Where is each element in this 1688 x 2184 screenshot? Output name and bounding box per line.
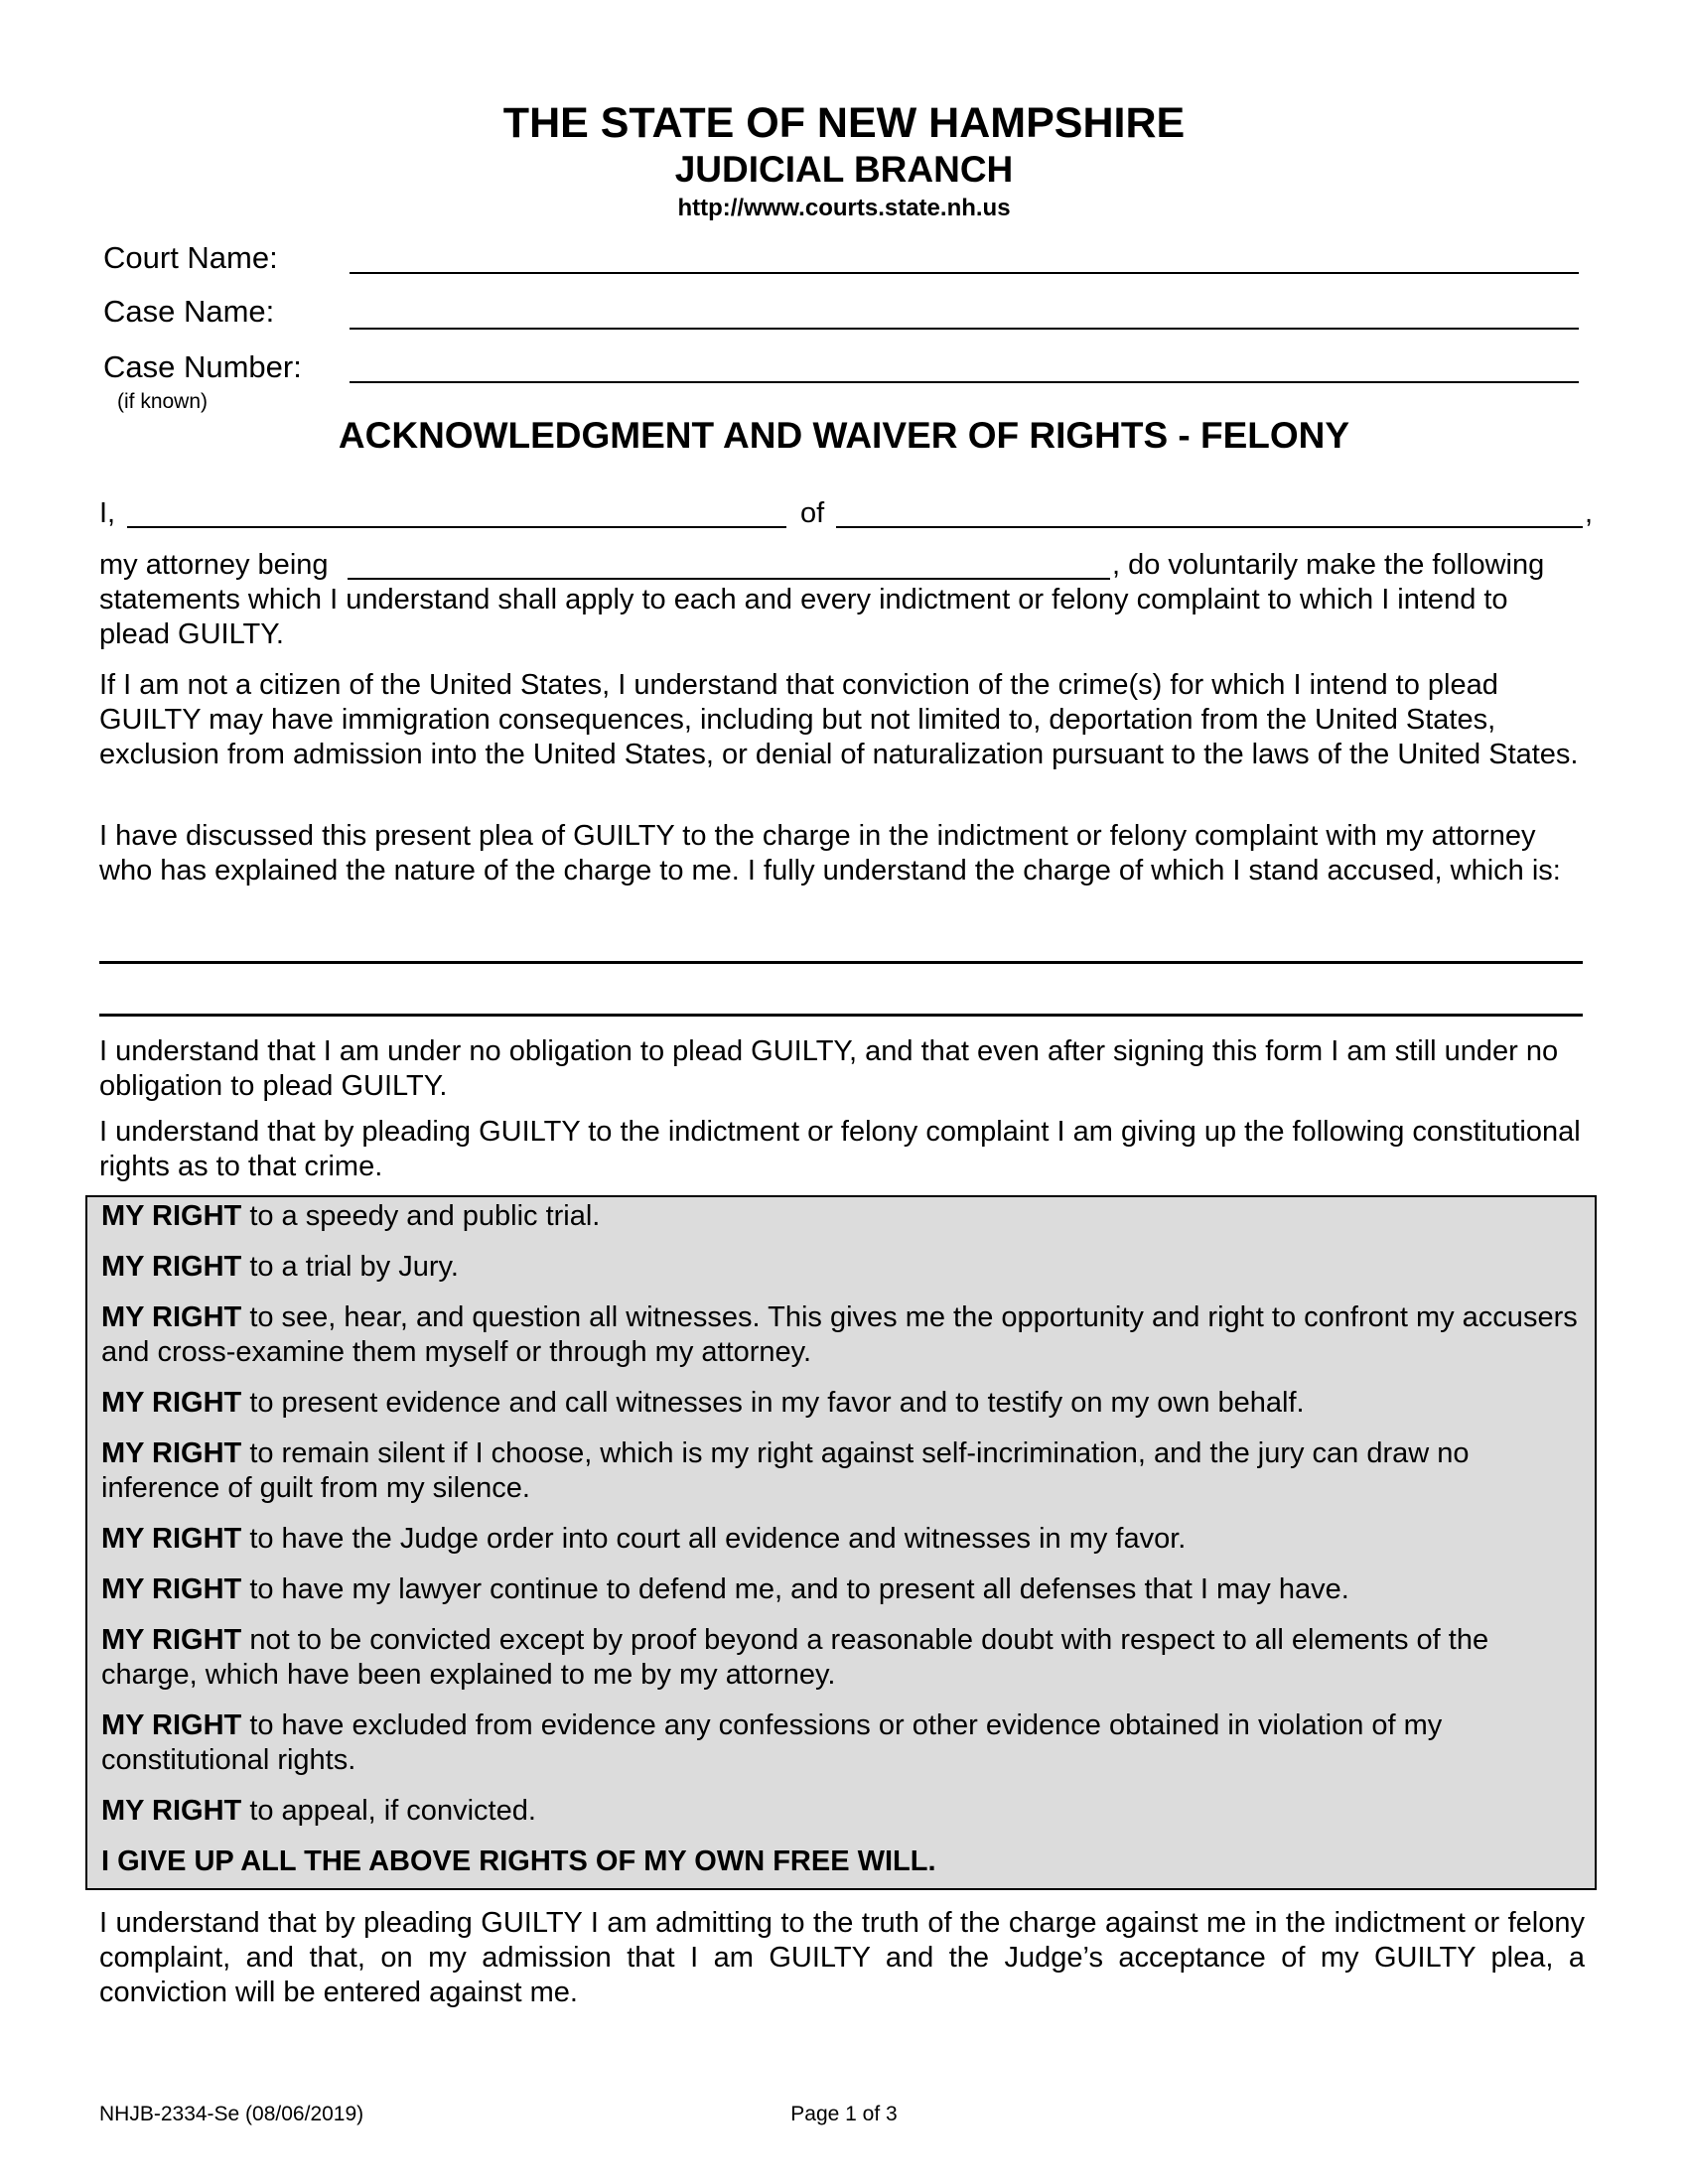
right-prefix: MY RIGHT xyxy=(101,1251,242,1283)
right-prefix: MY RIGHT xyxy=(101,1624,242,1656)
case-number-input[interactable] xyxy=(350,343,1583,381)
attorney-prefix: my attorney being xyxy=(99,549,329,581)
form-title: ACKNOWLEDGMENT AND WAIVER OF RIGHTS - FELONY xyxy=(338,415,1350,456)
case-name-input[interactable] xyxy=(350,290,1583,328)
charge-line-2 xyxy=(99,1014,1583,1017)
right-prefix: MY RIGHT xyxy=(101,1795,242,1827)
discussed-paragraph: I have discussed this present plea of GUILTY to the charge in the indictment or felony complaint with my attorney who has explained the nature of the charge to me. I fully understand the charge of which I stand accused, which is: xyxy=(99,820,1561,887)
right-text: to have excluded from evidence any confessions or other evidence obtained in violation of my constitutional rights. xyxy=(101,1709,1443,1776)
case-number-label: Case Number: xyxy=(103,349,302,384)
case-name-line xyxy=(350,328,1579,330)
right-item xyxy=(101,1572,1587,1607)
right-prefix: MY RIGHT xyxy=(101,1200,242,1232)
case-number-line xyxy=(350,381,1579,383)
form-id: NHJB-2334-Se (08/06/2019) xyxy=(99,2103,364,2125)
right-item xyxy=(101,1794,1587,1829)
right-item xyxy=(101,1386,1587,1421)
giving-up-paragraph: I understand that by pleading GUILTY to the indictment or felony complaint I am giving up the following constitutional rights as to that crime. xyxy=(99,1116,1581,1182)
right-text: to have the Judge order into court all evidence and witnesses in my favor. xyxy=(249,1523,1187,1555)
court-url: http://www.courts.state.nh.us xyxy=(677,195,1011,221)
attorney-suffix: , do voluntarily make the following xyxy=(1112,549,1545,581)
right-text: not to be convicted except by proof beyond a reasonable doubt with respect to all elements of the charge, which have been explained to me by my attorney. xyxy=(101,1624,1489,1691)
right-item xyxy=(101,1623,1587,1693)
right-item xyxy=(101,1199,1587,1234)
intro-of: of xyxy=(800,497,825,529)
case-name-label: Case Name: xyxy=(103,294,275,329)
right-item xyxy=(101,1522,1587,1557)
defendant-address-line xyxy=(836,526,1583,528)
right-prefix: MY RIGHT xyxy=(101,1387,242,1419)
admitting-paragraph: I understand that by pleading GUILTY I am admitting to the truth of the charge against me in the indictment or felony complaint, and that, on my admission that I am GUILTY and the Judge’s acceptance of my GUILTY plea, a conviction will be entered against me. xyxy=(99,1907,1585,2008)
charge-line-1 xyxy=(99,961,1583,964)
right-prefix: MY RIGHT xyxy=(101,1523,242,1555)
right-prefix: MY RIGHT xyxy=(101,1573,242,1605)
charge-input-1[interactable] xyxy=(99,927,1587,963)
if-known-note: (if known) xyxy=(117,390,209,413)
right-item xyxy=(101,1708,1587,1778)
state-title: THE STATE OF NEW HAMPSHIRE xyxy=(502,99,1186,147)
defendant-name-input[interactable] xyxy=(127,492,790,528)
attorney-name-input[interactable] xyxy=(348,544,1114,580)
right-text: to present evidence and call witnesses in my favor and to testify on my own behalf. xyxy=(249,1387,1305,1419)
court-name-label: Court Name: xyxy=(103,240,278,275)
right-prefix: MY RIGHT xyxy=(101,1709,242,1741)
right-item xyxy=(101,1250,1587,1285)
right-prefix: MY RIGHT xyxy=(101,1301,242,1333)
charge-input-2[interactable] xyxy=(99,980,1587,1016)
defendant-address-input[interactable] xyxy=(836,492,1587,528)
right-text: to a speedy and public trial. xyxy=(249,1200,601,1232)
rights-waiver-statement: I GIVE UP ALL THE ABOVE RIGHTS OF MY OWN FREE WILL. xyxy=(101,1845,936,1877)
intro-i: I, xyxy=(99,497,116,529)
defendant-name-line xyxy=(127,526,786,528)
right-prefix: MY RIGHT xyxy=(101,1437,242,1469)
court-name-input[interactable] xyxy=(350,234,1583,272)
no-obligation-paragraph: I understand that I am under no obligation to plead GUILTY, and that even after signing this form I am still under no obligation to plead GUILTY. xyxy=(99,1035,1559,1102)
right-text: to appeal, if convicted. xyxy=(249,1795,536,1827)
rights-box xyxy=(85,1195,1597,1890)
statement-paragraph: statements which I understand shall apply to each and every indictment or felony complaint to which I intend to plead GUILTY. xyxy=(99,584,1508,650)
intro-comma: , xyxy=(1585,497,1594,529)
right-text: to a trial by Jury. xyxy=(249,1251,459,1283)
court-name-line xyxy=(350,272,1579,274)
right-item xyxy=(101,1300,1587,1370)
immigration-paragraph: If I am not a citizen of the United States, I understand that conviction of the crime(s) for which I intend to plead GUILTY may have immigration consequences, including but not limited to, deportation from the United States, exclusion from admission into the United States, or denial of naturalization pursuant to the laws of the United States. xyxy=(99,669,1579,770)
right-item xyxy=(101,1436,1587,1506)
right-text: to remain silent if I choose, which is my right against self-incrimination, and the jury can draw no inference of guilt from my silence. xyxy=(101,1437,1470,1504)
page-number: Page 1 of 3 xyxy=(790,2103,898,2125)
attorney-name-line xyxy=(348,578,1110,580)
right-text: to have my lawyer continue to defend me, and to present all defenses that I may have. xyxy=(249,1573,1349,1605)
branch-title: JUDICIAL BRANCH xyxy=(674,149,1014,190)
right-text: to see, hear, and question all witnesses. This gives me the opportunity and right to confront my accusers and cross-examine them myself or through my attorney. xyxy=(101,1301,1578,1368)
